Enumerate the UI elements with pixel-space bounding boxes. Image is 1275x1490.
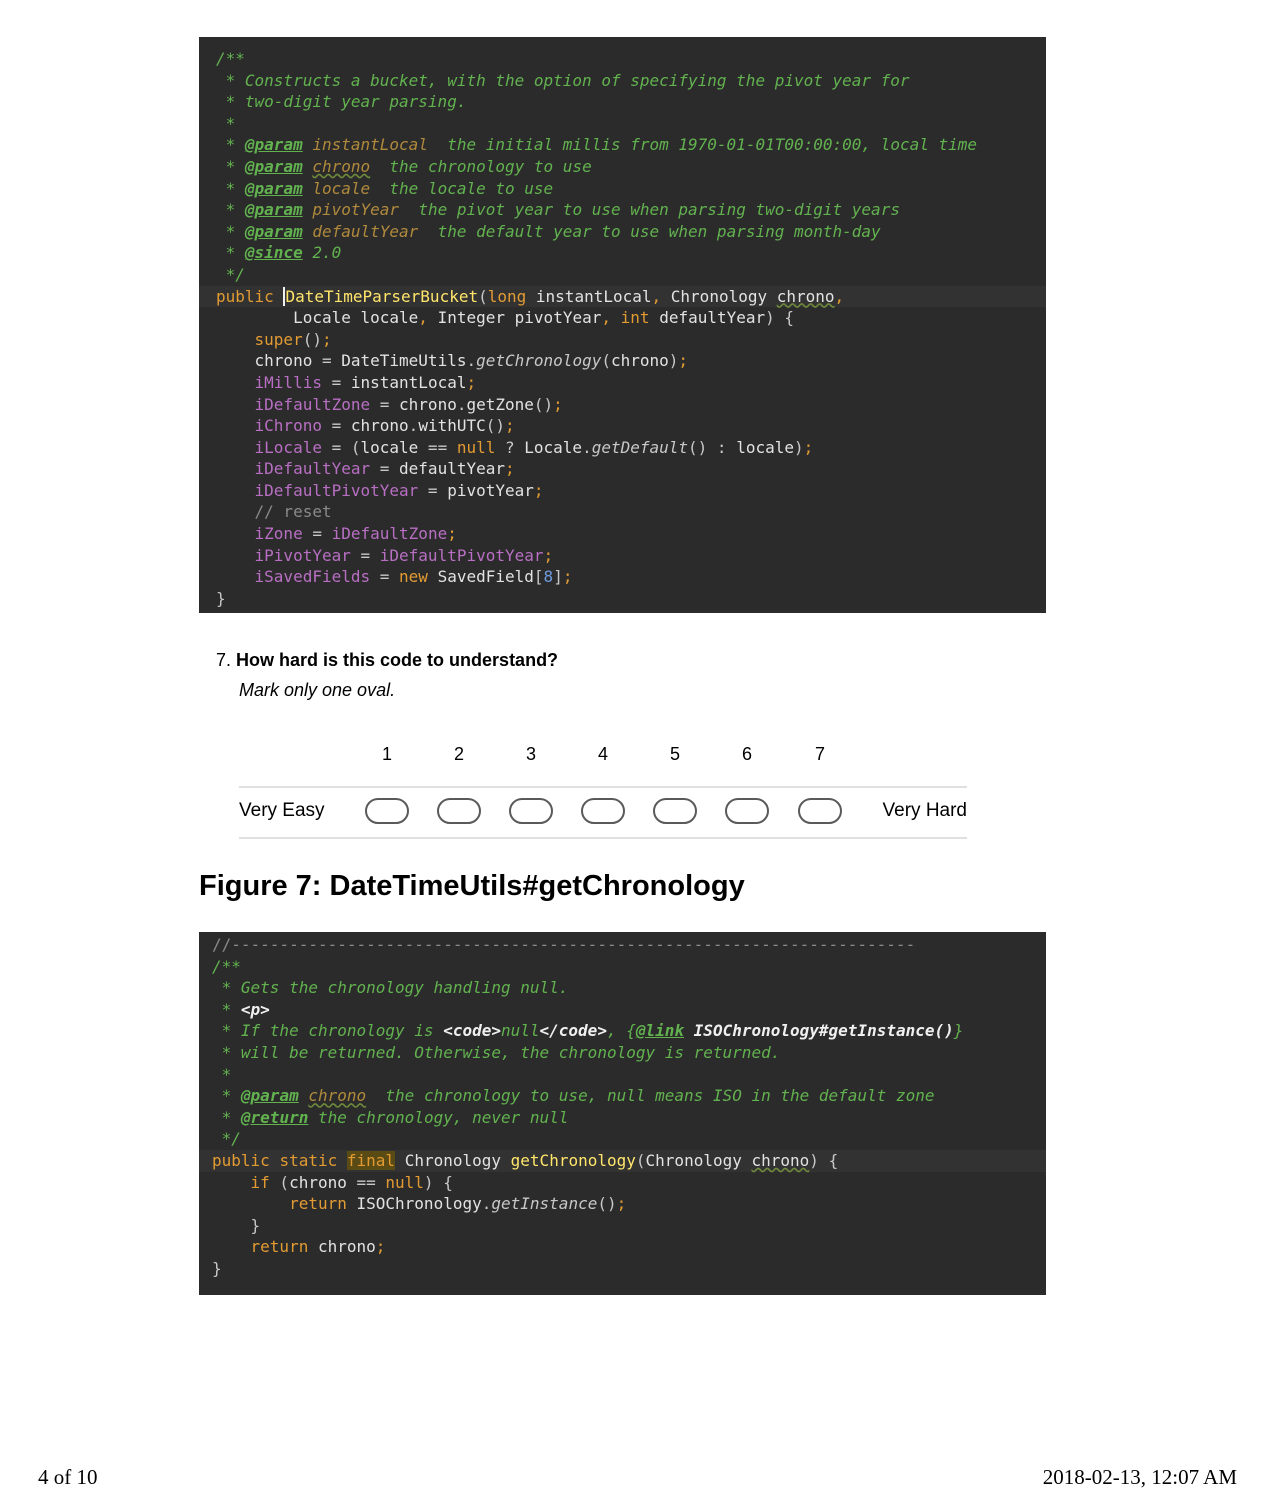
code-line: } bbox=[212, 1258, 222, 1278]
code-line: * @param defaultYear the default year to use when parsing month-day bbox=[216, 221, 881, 241]
code-line: iLocale = (locale == null ? Locale.getDefault() : locale); bbox=[254, 437, 814, 457]
code-line: public DateTimeParserBucket(long instantLocal, Chronology chrono, bbox=[199, 286, 1046, 308]
code-line: /** bbox=[212, 956, 241, 976]
code-line: return ISOChronology.getInstance(); bbox=[289, 1194, 627, 1214]
oval-option-1[interactable] bbox=[365, 798, 409, 824]
scale-number-1: 1 bbox=[381, 744, 392, 764]
code-line: * @return the chronology, never null bbox=[212, 1107, 569, 1127]
code-line: public static final Chronology getChronology(Chronology chrono) { bbox=[199, 1150, 1046, 1172]
scale-number-3: 3 bbox=[525, 744, 536, 764]
code-line: //----------------------------------------------------------------------- bbox=[212, 935, 916, 954]
footer-timestamp: 2018-02-13, 12:07 AM bbox=[1042, 1465, 1237, 1489]
code-line: iZone = iDefaultZone; bbox=[254, 524, 457, 544]
figure-title: Figure 7: DateTimeUtils#getChronology bbox=[199, 870, 745, 902]
code-line: } bbox=[216, 588, 226, 608]
question-title: 7. How hard is this code to understand? bbox=[216, 650, 559, 670]
code-line: return chrono; bbox=[250, 1237, 386, 1257]
code-block-getchronology bbox=[199, 932, 1046, 1295]
code-line: */ bbox=[212, 1129, 241, 1149]
code-line: iChrono = chrono.withUTC(); bbox=[254, 416, 515, 436]
scale-number-6: 6 bbox=[741, 744, 752, 764]
code-line: * @since 2.0 bbox=[216, 243, 342, 263]
code-line: if (chrono == null) { bbox=[250, 1172, 453, 1192]
code-line: * two-digit year parsing. bbox=[216, 92, 467, 112]
code-line: * @param chrono the chronology to use, null means ISO in the default zone bbox=[212, 1086, 935, 1106]
scale-divider-bottom bbox=[239, 837, 967, 839]
scale-low-label: Very Easy bbox=[239, 800, 325, 821]
scale-number-7: 7 bbox=[814, 744, 825, 764]
code-line: * bbox=[216, 113, 236, 133]
code-line: iSavedFields = new SavedField[8]; bbox=[254, 567, 573, 587]
page-number: 4 of 10 bbox=[38, 1465, 98, 1489]
code-line: * <p> bbox=[212, 999, 270, 1019]
scale-number-5: 5 bbox=[669, 744, 680, 764]
oval-option-6[interactable] bbox=[725, 798, 769, 824]
code-line: * bbox=[212, 1064, 232, 1084]
code-line: } bbox=[212, 1215, 261, 1235]
code-line: * @param instantLocal the initial millis from 1970-01-01T00:00:00, local time bbox=[216, 135, 978, 155]
code-line: super(); bbox=[254, 329, 332, 349]
code-line: iPivotYear = iDefaultPivotYear; bbox=[254, 545, 554, 565]
code-line: iDefaultPivotYear = pivotYear; bbox=[254, 480, 544, 500]
oval-option-3[interactable] bbox=[509, 798, 553, 824]
code-line: * Gets the chronology handling null. bbox=[212, 978, 569, 998]
oval-option-4[interactable] bbox=[581, 798, 625, 824]
oval-option-5[interactable] bbox=[653, 798, 697, 824]
code-line: // reset bbox=[216, 502, 332, 522]
scale-number-4: 4 bbox=[597, 744, 608, 764]
question-hint: Mark only one oval. bbox=[239, 680, 396, 700]
code-line: * @param chrono the chronology to use bbox=[216, 156, 592, 176]
scale-number-2: 2 bbox=[453, 744, 464, 764]
code-line: * If the chronology is <code>null</code>, {@link ISOChronology#getInstance()} bbox=[212, 1021, 964, 1041]
code-line: chrono = DateTimeUtils.getChronology(chrono); bbox=[254, 351, 689, 371]
code-line: * Constructs a bucket, with the option of specifying the pivot year for bbox=[216, 70, 910, 90]
code-block-constructor bbox=[199, 37, 1046, 613]
code-line: */ bbox=[216, 264, 245, 284]
scale-high-label: Very Hard bbox=[882, 800, 967, 821]
scale-divider-top bbox=[239, 786, 967, 788]
code-line: iDefaultZone = chrono.getZone(); bbox=[254, 394, 563, 414]
code-line: Locale locale, Integer pivotYear, int defaultYear) { bbox=[293, 308, 795, 328]
code-line: * @param locale the locale to use bbox=[216, 178, 554, 198]
code-line: /** bbox=[216, 49, 245, 68]
code-line: iMillis = instantLocal; bbox=[254, 372, 477, 392]
oval-option-2[interactable] bbox=[437, 798, 481, 824]
code-line: iDefaultYear = defaultYear; bbox=[254, 459, 515, 479]
oval-option-7[interactable] bbox=[798, 798, 842, 824]
code-line: * @param pivotYear the pivot year to use when parsing two-digit years bbox=[216, 200, 900, 220]
code-line: * will be returned. Otherwise, the chronology is returned. bbox=[212, 1042, 781, 1062]
